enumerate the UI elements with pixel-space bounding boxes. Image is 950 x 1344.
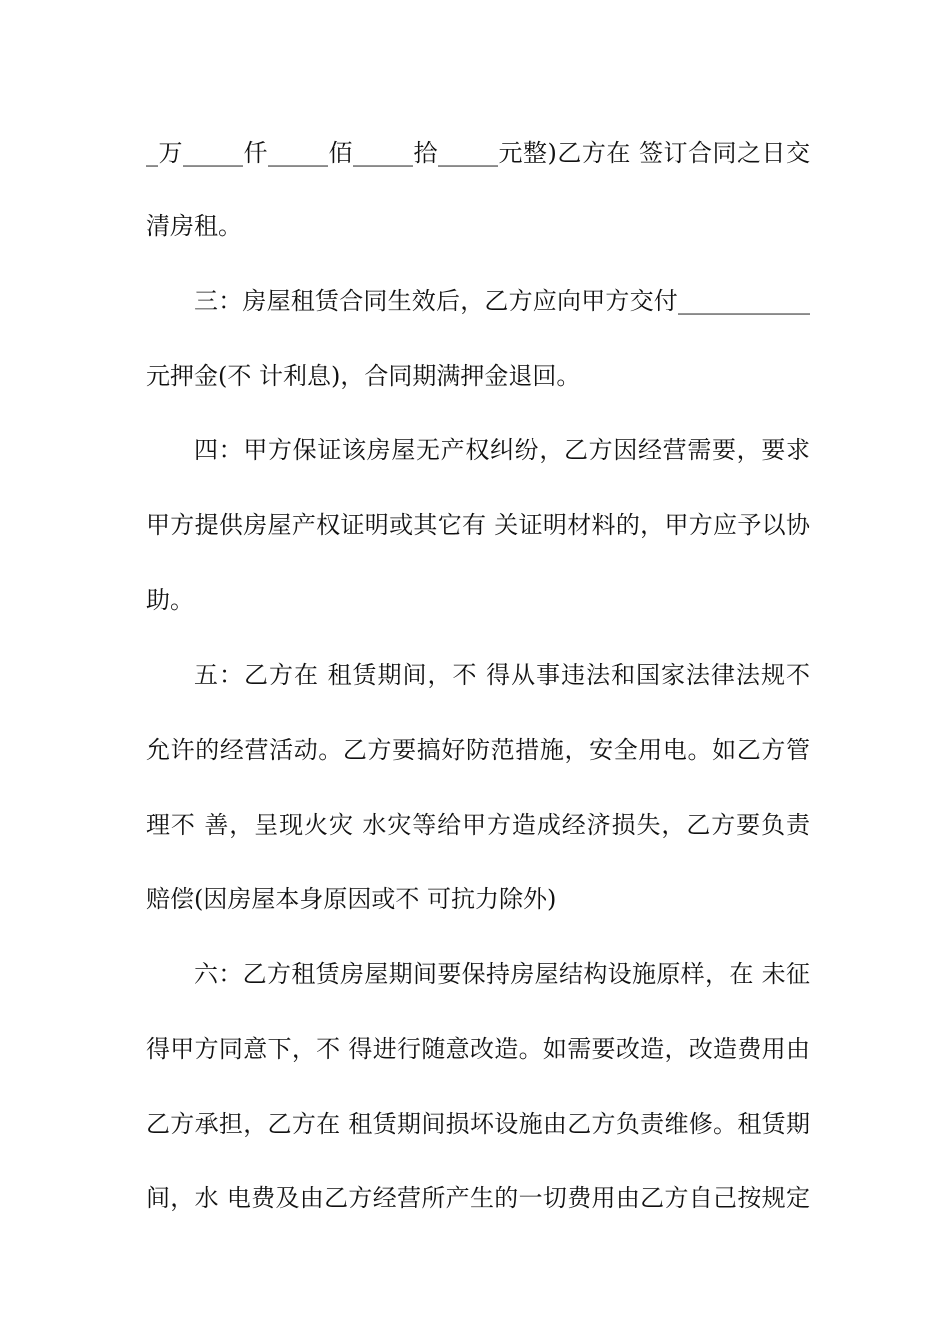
- text-line: 甲方提供房屋产权证明或其它有 关证明材料的，甲方应予以协: [146, 511, 810, 539]
- text-line: 赔偿(因房屋本身原因或不 可抗力除外): [146, 885, 557, 913]
- text-line: 助。: [146, 586, 194, 614]
- text-line: 清房租。: [146, 212, 242, 240]
- text-line: 乙方承担，乙方在 租赁期间损坏设施由乙方负责维修。租赁期: [146, 1110, 810, 1138]
- paragraph-start-line: 五：乙方在 租赁期间，不 得从事违法和国家法律法规不: [194, 661, 810, 689]
- text-line: 得甲方同意下，不 得进行随意改造。如需要改造，改造费用由: [146, 1035, 810, 1063]
- text-line: 允许的经营活动。乙方要搞好防范措施，安全用电。如乙方管: [146, 736, 810, 764]
- text-line: 元押金(不 计利息)，合同期满押金退回。: [146, 362, 581, 390]
- text-line: _万_____仟_____佰_____拾_____元整)乙方在 签订合同之日交: [146, 139, 810, 167]
- paragraph-start-line: 六：乙方租赁房屋期间要保持房屋结构设施原样，在 未征: [194, 960, 810, 988]
- text-line: 间，水 电费及由乙方经营所产生的一切费用由乙方自己按规定: [146, 1184, 810, 1212]
- paragraph-start-line: 三：房屋租赁合同生效后，乙方应向甲方交付___________: [194, 287, 810, 315]
- text-line: 理不 善，呈现火灾 水灾等给甲方造成经济损失，乙方要负责: [146, 811, 810, 839]
- paragraph-start-line: 四：甲方保证该房屋无产权纠纷，乙方因经营需要，要求: [194, 436, 810, 464]
